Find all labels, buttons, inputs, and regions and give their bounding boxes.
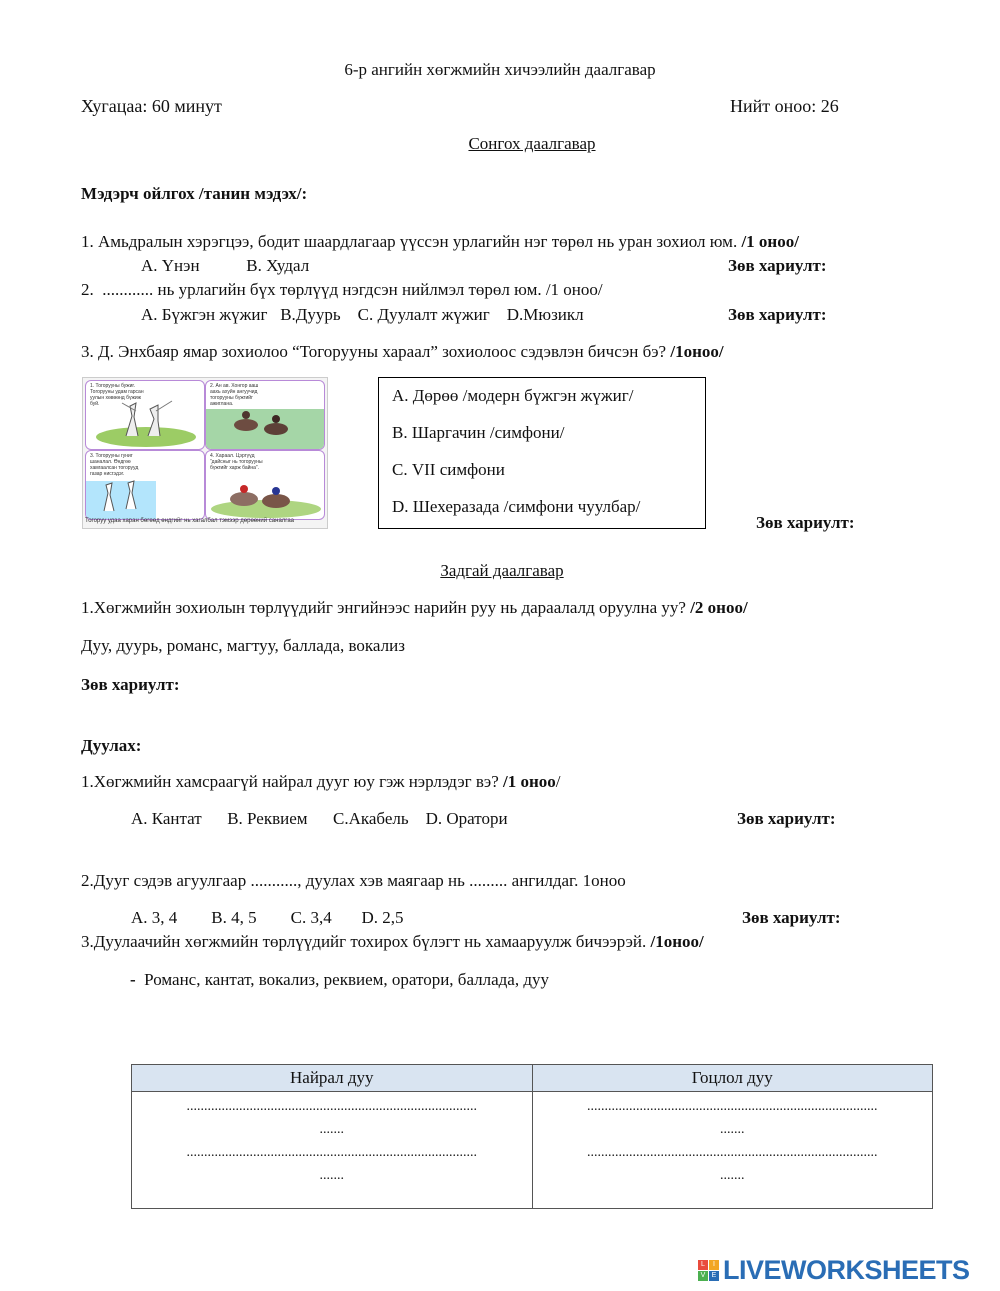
question-points: /1оноо/ [650, 932, 704, 951]
question-points: /2 оноо/ [690, 598, 748, 617]
question-text: 3.Дуулаачийн хөгжмийн төрлүүдийг тохирох бүлэгт нь хамааруулж бичээрэй. [81, 932, 651, 951]
section-heading-open: Задгай даалгавар [440, 561, 564, 580]
answer-label-2-1[interactable]: Зөв хариулт: [81, 675, 180, 694]
dotted-line[interactable]: ................................................................................... [587, 1099, 878, 1114]
option-d[interactable]: D. Шехеразада /симфони чуулбар/ [392, 497, 641, 516]
answer-label-1-3[interactable]: Зөв хариулт: [756, 513, 855, 532]
question-points: /1оноо/ [670, 342, 724, 361]
table-header-choir: Найрал дуу [132, 1065, 533, 1092]
answer-label-3-2[interactable]: Зөв хариулт: [742, 908, 841, 927]
question-3-2: 2.Дууг сэдэв агуулгаар ..........., дуулах хэв маягаар нь ......... ангилдаг. 1оноо [81, 871, 626, 890]
dotted-line[interactable]: ................................................................................... [186, 1145, 477, 1160]
page-title: 6-р ангийн хөгжмийн хичээлийн даалгавар [344, 60, 656, 79]
question-1-2-options[interactable]: А. Бүжгэн жүжиг В.Дуурь С. Дуулалт жүжиг D.Мюзикл [141, 305, 584, 324]
cranes-dancing-image [86, 381, 204, 449]
illustration-footer: Тогоруу удаа харан бөгөөд өндгийг нь хагалбал тэмээр дөрөөний саналгаа [85, 518, 295, 524]
story-illustration [82, 377, 328, 529]
dotted-line[interactable]: ....... [720, 1122, 745, 1137]
illustration-panel-2 [205, 380, 325, 450]
section-heading-singing: Дуулах: [81, 736, 142, 755]
total-score-label: Нийт оноо: 26 [730, 96, 839, 116]
panel-caption: 4. Хараал. Цэргүүд “дайсныг нь тогорууны бүжгийг харж байна”. [210, 453, 263, 471]
question-1-1-options[interactable]: А. Үнэн В. Худал [141, 256, 310, 275]
curse-image [206, 451, 324, 519]
question-text: 1. Амьдралын хэрэгцээ, бодит шаардлагаар үүссэн урлагийн нэг төрөл нь уран зохиол юм. [81, 232, 742, 251]
duration-label: Хугацаа: 60 минут [81, 96, 222, 116]
panel-caption: 2. Ан ав. Хонгор ааш аахь ахуйн ангуучид тогорууны бүжгийг ажиглана. [210, 383, 259, 407]
hunters-image [206, 381, 324, 449]
question-3-1-options[interactable]: А. Кантат В. Реквием С.Акабель D. Оратори [131, 809, 508, 828]
question-1-2: 2. ............ нь урлагийн бүх төрлүүд нэгдсэн нийлмэл төрөл юм. /1 оноо/ [81, 280, 603, 299]
logo-letter: I [709, 1260, 719, 1270]
logo-text: LIVEWORKSHEETS [723, 1254, 970, 1285]
question-text: 1.Хөгжмийн зохиолын төрлүүдийг энгийнээс нарийн руу нь дараалалд оруулна уу? [81, 598, 691, 617]
table-header-solo: Гоцлол дуу [532, 1065, 933, 1092]
question-1-3-options-box [378, 377, 706, 529]
dotted-line[interactable]: ....... [319, 1168, 344, 1183]
question-text: 1.Хөгжмийн хамсраагүй найрал дууг юу гэж нэрлэдэг вэ? [81, 772, 503, 791]
table-cell-solo[interactable] [532, 1092, 933, 1209]
question-points-tail: / [555, 772, 561, 791]
question-2-1 [81, 598, 748, 618]
question-2-1-items: Дуу, дуурь, романс, магтуу, баллада, вокализ [81, 636, 405, 655]
cranes-grief-image [86, 451, 204, 519]
logo-squares-icon [698, 1260, 719, 1281]
bullet: - [130, 970, 136, 989]
answer-label-1-2[interactable]: Зөв хариулт: [728, 305, 827, 324]
answer-label-1-1[interactable]: Зөв хариулт: [728, 256, 827, 275]
option-c[interactable]: С. VII симфони [392, 460, 505, 479]
classification-table [131, 1064, 933, 1209]
answer-label-3-1[interactable]: Зөв хариулт: [737, 809, 836, 828]
table-cell-choir[interactable] [132, 1092, 533, 1209]
question-text: 3. Д. Энхбаяр ямар зохиолоо “Тогорууны хараал” зохиолоос сэдэвлэн бичсэн бэ? [81, 342, 671, 361]
section-heading-choice: Сонгох даалгавар [468, 134, 596, 153]
question-1-3 [81, 342, 724, 362]
dotted-line[interactable]: ................................................................................... [186, 1099, 477, 1114]
dotted-line[interactable]: ....... [720, 1168, 745, 1183]
liveworksheets-logo [698, 1255, 970, 1285]
question-3-3 [81, 932, 704, 952]
illustration-panel-3 [85, 450, 205, 520]
logo-letter: E [709, 1271, 719, 1281]
option-a[interactable]: А. Дөрөө /модерн бүжгэн жүжиг/ [392, 386, 634, 405]
question-3-3-items [130, 970, 549, 990]
illustration-panel-4 [205, 450, 325, 520]
question-points: /1 оноо/ [741, 232, 799, 251]
question-3-1 [81, 772, 561, 792]
option-b[interactable]: В. Шаргачин /симфони/ [392, 423, 565, 442]
panel-caption: 3. Тогорууны гуниг шаналал. Өндгөө хамгаалсан тогорууд газар нисгэдэг. [90, 453, 139, 477]
dotted-line[interactable]: ................................................................................... [587, 1145, 878, 1160]
illustration-panel-1 [85, 380, 205, 450]
question-points: /1 оноо [503, 772, 556, 791]
logo-letter: L [698, 1260, 708, 1270]
question-3-2-options[interactable]: А. 3, 4 В. 4, 5 С. 3,4 D. 2,5 [131, 908, 404, 927]
logo-letter: V [698, 1271, 708, 1281]
panel-caption: 1. Тогорууны бужиг. Тогорууны удам гарсан уулын хөвөөнд бүжиж буй. [90, 383, 144, 407]
section-subheading-knowledge: Мэдэрч ойлгох /танин мэдэх/: [81, 184, 308, 203]
dotted-line[interactable]: ....... [319, 1122, 344, 1137]
items-list: Романс, кантат, вокализ, реквием, оратори, баллада, дуу [144, 970, 549, 989]
question-1-1 [81, 232, 799, 252]
